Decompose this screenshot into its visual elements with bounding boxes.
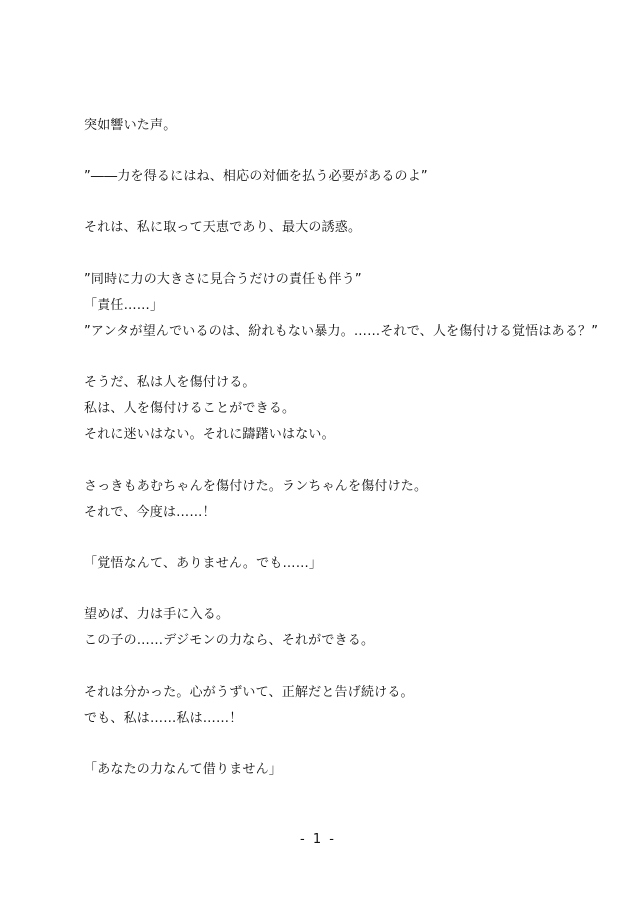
text-line: 突如響いた声。: [84, 118, 177, 133]
text-line: それで、今度は……！: [84, 505, 216, 520]
text-line: さっきもあむちゃんを傷付けた。ランちゃんを傷付けた。: [84, 479, 428, 494]
text-line: そうだ、私は人を傷付ける。: [84, 375, 256, 390]
text-line: 私は、人を傷付けることができる。: [84, 401, 296, 416]
text-line: 「覚悟なんて、ありません。でも……」: [84, 556, 323, 571]
text-line: この子の……デジモンの力なら、それができる。: [84, 633, 375, 648]
text-line: それに迷いはない。それに躊躇いはない。: [84, 427, 335, 442]
text-line: 望めば、力は手に入る。: [84, 607, 230, 622]
text-line: ”同時に力の大きさに見合うだけの責任も伴う”: [84, 272, 362, 287]
text-line: 「責任……」: [84, 298, 164, 313]
page-number: - 1 -: [300, 832, 336, 847]
text-line: 「あなたの力なんて借りません」: [84, 762, 283, 777]
text-line: それは分かった。心がうずいて、正解だと告げ続ける。: [84, 685, 414, 700]
text-line: でも、私は……私は……！: [84, 711, 243, 726]
text-line: ”アンタが望んでいるのは、紛れもない暴力。……それで、人を傷付ける覚悟はある？”: [84, 324, 599, 339]
text-line: ”――力を得るにはね、相応の対価を払う必要があるのよ”: [84, 169, 428, 184]
text-line: それは、私に取って天恵であり、最大の誘惑。: [84, 220, 362, 235]
